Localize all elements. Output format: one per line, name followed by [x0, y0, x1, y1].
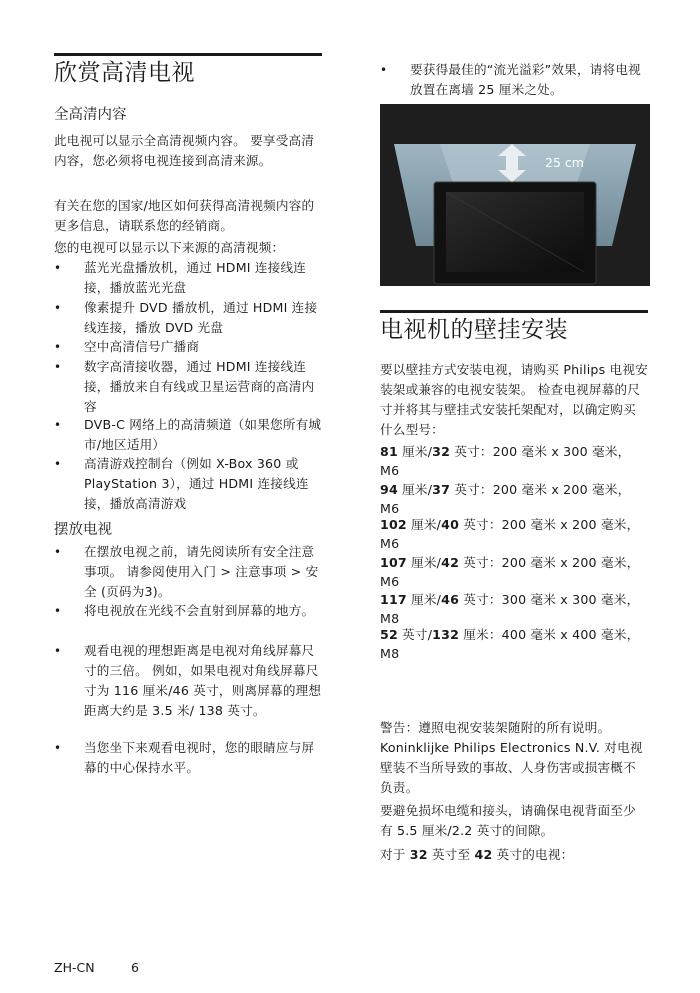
paragraph-hd-sources: 您的电视可以显示以下来源的高清视频：	[54, 240, 285, 255]
source-text: 像素提升 DVD 播放机，通过 HDMI 连接线连接，播放 DVD 光盘	[84, 300, 318, 335]
bullet-icon: •	[54, 604, 62, 618]
bullet-icon: •	[54, 261, 62, 275]
bullet-icon: •	[54, 545, 62, 559]
list-item	[54, 542, 322, 602]
spec-item: 102 厘米/40 英寸：200 毫米 x 200 毫米，M6	[380, 517, 640, 551]
spec-item: 52 英寸/132 厘米：400 毫米 x 400 毫米，M8	[380, 627, 640, 661]
paragraph-wall-mount: 要以壁挂方式安装电视，请购买 Philips 电视安装架或兼容的电视安装架。 检查电视屏幕的尺寸并将其与壁挂式安装托架配对，以确定购买什么型号：	[380, 362, 648, 437]
bullet-icon: •	[54, 644, 62, 658]
bullet-icon: •	[54, 457, 62, 471]
source-text: 高清游戏控制台（例如 X-Box 360 或 PlayStation 3），通过 HDMI 连接线连接，播放高清游戏	[84, 456, 309, 511]
right-title-rule	[380, 310, 648, 313]
tv-wall-image	[380, 104, 650, 286]
source-text: 数字高清接收器，通过 HDMI 连接线连接，播放来自有线或卫星运营商的高清内容	[84, 359, 315, 414]
source-text: 蓝光光盘播放机，通过 HDMI 连接线连接，播放蓝光光盘	[84, 260, 307, 295]
page-title: 欣赏高清电视	[54, 60, 195, 86]
placement-text: 将电视放在光线不会直射到屏幕的地方。	[84, 603, 315, 618]
list-item	[54, 454, 322, 514]
list-item	[54, 738, 322, 778]
spec-item: 94 厘米/37 英寸：200 毫米 x 200 毫米，M6	[380, 482, 631, 516]
bullet-icon: •	[54, 418, 62, 432]
bullet-icon: •	[54, 741, 62, 755]
spec-item: 81 厘米/32 英寸：200 毫米 x 300 毫米，M6	[380, 444, 631, 478]
paragraph-clearance: 要避免损坏电缆和接头，请确保电视背面至少有 5.5 厘米/2.2 英寸的间隙。	[380, 803, 636, 838]
list-item	[54, 258, 322, 298]
list-item	[54, 601, 322, 621]
paragraph-size-range: 对于 32 英寸至 42 英寸的电视：	[380, 847, 574, 862]
bullet-icon: •	[54, 301, 62, 315]
bullet-icon: •	[380, 63, 388, 77]
placement-text: 当您坐下来观看电视时，您的眼睛应与屏幕的中心保持水平。	[84, 740, 315, 775]
bullet-icon: •	[54, 360, 62, 374]
list-item	[380, 60, 648, 100]
paragraph-warning: 警告：遵照电视安装架随附的所有说明。 Koninklijke Philips Electronics N.V. 对电视壁装不当所导致的事故、人身伤害或损害概不负责。	[380, 720, 643, 795]
source-text: 空中高清信号广播商	[84, 339, 200, 354]
page-number: 6	[131, 960, 139, 975]
wall-mount-title: 电视机的壁挂安装	[380, 317, 568, 343]
section-title-placement: 摆放电视	[54, 522, 112, 538]
section-title-full-hd: 全高清内容	[54, 107, 127, 123]
tv-distance-illustration	[380, 104, 650, 286]
placement-text: 在摆放电视之前，请先阅读所有安全注意事项。 请参阅使用入门 > 注意事项 > 安全 (页码为3)。	[84, 544, 319, 599]
left-title-rule	[54, 53, 322, 56]
ambilight-text: 要获得最佳的“流光溢彩”效果，请将电视放置在离墙 25 厘米之处。	[410, 62, 641, 97]
footer-language: ZH-CN	[54, 960, 95, 975]
bullet-icon: •	[54, 340, 62, 354]
list-item	[54, 357, 322, 417]
placement-text: 观看电视的理想距离是电视对角线屏幕尺寸的三倍。 例如，如果电视对角线屏幕尺寸为 116 厘米/46 英寸，则离屏幕的理想距离大约是 3.5 米/ 138 英寸。	[84, 643, 322, 718]
paragraph-hd-dealer: 有关在您的国家/地区如何获得高清视频内容的更多信息，请联系您的经销商。	[54, 198, 315, 233]
list-item	[54, 415, 322, 455]
spec-item: 107 厘米/42 英寸：200 毫米 x 200 毫米，M6	[380, 555, 640, 589]
list-item	[54, 641, 322, 721]
source-text: DVB-C 网络上的高清频道（如果您所有城市/地区适用）	[84, 417, 322, 452]
spec-item: 117 厘米/46 英寸：300 毫米 x 300 毫米，M8	[380, 592, 640, 626]
list-item	[54, 337, 322, 357]
distance-label: 25 cm	[545, 155, 584, 170]
paragraph-hd-intro: 此电视可以显示全高清视频内容。 要享受高清内容，您必须将电视连接到高清来源。	[54, 133, 315, 168]
list-item	[54, 298, 322, 338]
